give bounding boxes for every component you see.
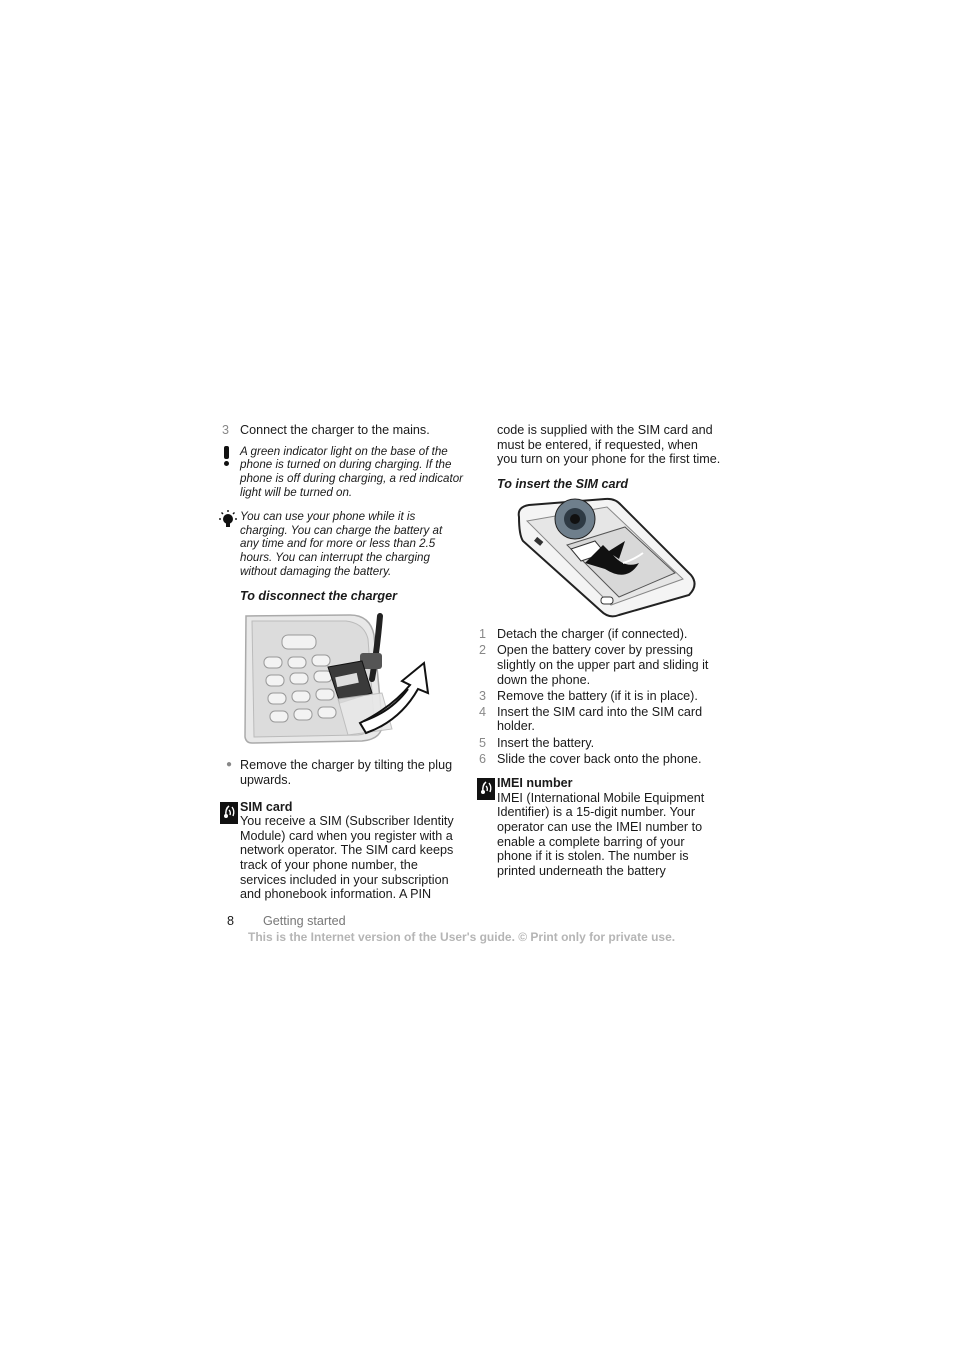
sim-card-section xyxy=(222,800,464,902)
imei-heading: IMEI number xyxy=(497,776,573,791)
sim-card-text: You receive a SIM (Subscriber Identity Module) card when you register with a network operator. The SIM card keeps track of your phone number, the services included in your subscription and phonebook information. A PIN xyxy=(240,814,454,902)
insert-step-1 xyxy=(479,627,721,642)
exclamation-icon xyxy=(222,445,240,500)
step-text: Open the battery cover by pressing slightly on the upper part and sliding it down the phone. xyxy=(497,643,709,687)
tip-note-text: You can use your phone while it is charging. You can charge the battery at any time and for more or less than 2.5 hours. You can interrupt the charging without damaging the battery. xyxy=(240,509,443,578)
left-column xyxy=(222,423,464,902)
step-number: 3 xyxy=(479,688,487,703)
insert-step-3 xyxy=(479,689,721,704)
lightbulb-icon xyxy=(222,510,240,579)
step-number: 4 xyxy=(479,704,487,719)
insert-step-4 xyxy=(479,705,721,734)
tip-note xyxy=(222,510,464,579)
bullet-text: Remove the charger by tilting the plug upwards. xyxy=(240,758,453,787)
step-text: Insert the battery. xyxy=(497,735,595,750)
bullet-item xyxy=(222,758,464,787)
step-connect-charger xyxy=(222,423,464,438)
step-text: Slide the cover back onto the phone. xyxy=(497,751,702,766)
insert-step-6 xyxy=(479,752,721,767)
section-label: Getting started xyxy=(263,914,346,928)
imei-text: IMEI (International Mobile Equipment Identifier) is a 15-digit number. Your operator can use the IMEI number to enable a complete barring of your phone if it is stolen. The number is printed underneath the battery xyxy=(497,790,705,878)
step-number: 5 xyxy=(479,735,487,750)
step-text: Remove the battery (if it is in place). xyxy=(497,688,698,703)
insert-sim-steps xyxy=(479,627,721,766)
imei-section xyxy=(479,776,721,878)
sim-card-heading: SIM card xyxy=(240,799,293,814)
insert-sim-illustration xyxy=(515,497,721,619)
network-operator-icon xyxy=(479,776,497,878)
insert-step-5 xyxy=(479,736,721,751)
disconnect-charger-heading: To disconnect the charger xyxy=(240,588,397,603)
step-number: 6 xyxy=(479,751,487,766)
warning-note xyxy=(222,445,464,500)
page-footer xyxy=(227,914,346,928)
insert-sim-heading: To insert the SIM card xyxy=(497,476,629,491)
disconnect-charger-illustration xyxy=(242,611,464,746)
right-column xyxy=(479,423,721,878)
step-text: Insert the SIM card into the SIM card holder. xyxy=(497,704,703,734)
bullet-dot-icon: ● xyxy=(226,759,233,771)
watermark-text: This is the Internet version of the User's guide. © Print only for private use. xyxy=(248,930,676,944)
step-number: 3 xyxy=(222,423,230,437)
step-number: 2 xyxy=(479,643,487,658)
insert-step-2 xyxy=(479,643,721,687)
network-operator-icon xyxy=(222,800,240,902)
step-number: 1 xyxy=(479,627,487,642)
step-text: Detach the charger (if connected). xyxy=(497,627,688,642)
warning-note-text: A green indicator light on the base of the phone is turned on during charging. If the phone is off during charging, a red indicator light will be turned on. xyxy=(240,444,463,499)
page-number: 8 xyxy=(227,914,235,928)
step-text: Connect the charger to the mains. xyxy=(240,423,430,437)
sim-continued-text: code is supplied with the SIM card and must be entered, if requested, when you turn on your phone for the first time. xyxy=(497,423,721,467)
